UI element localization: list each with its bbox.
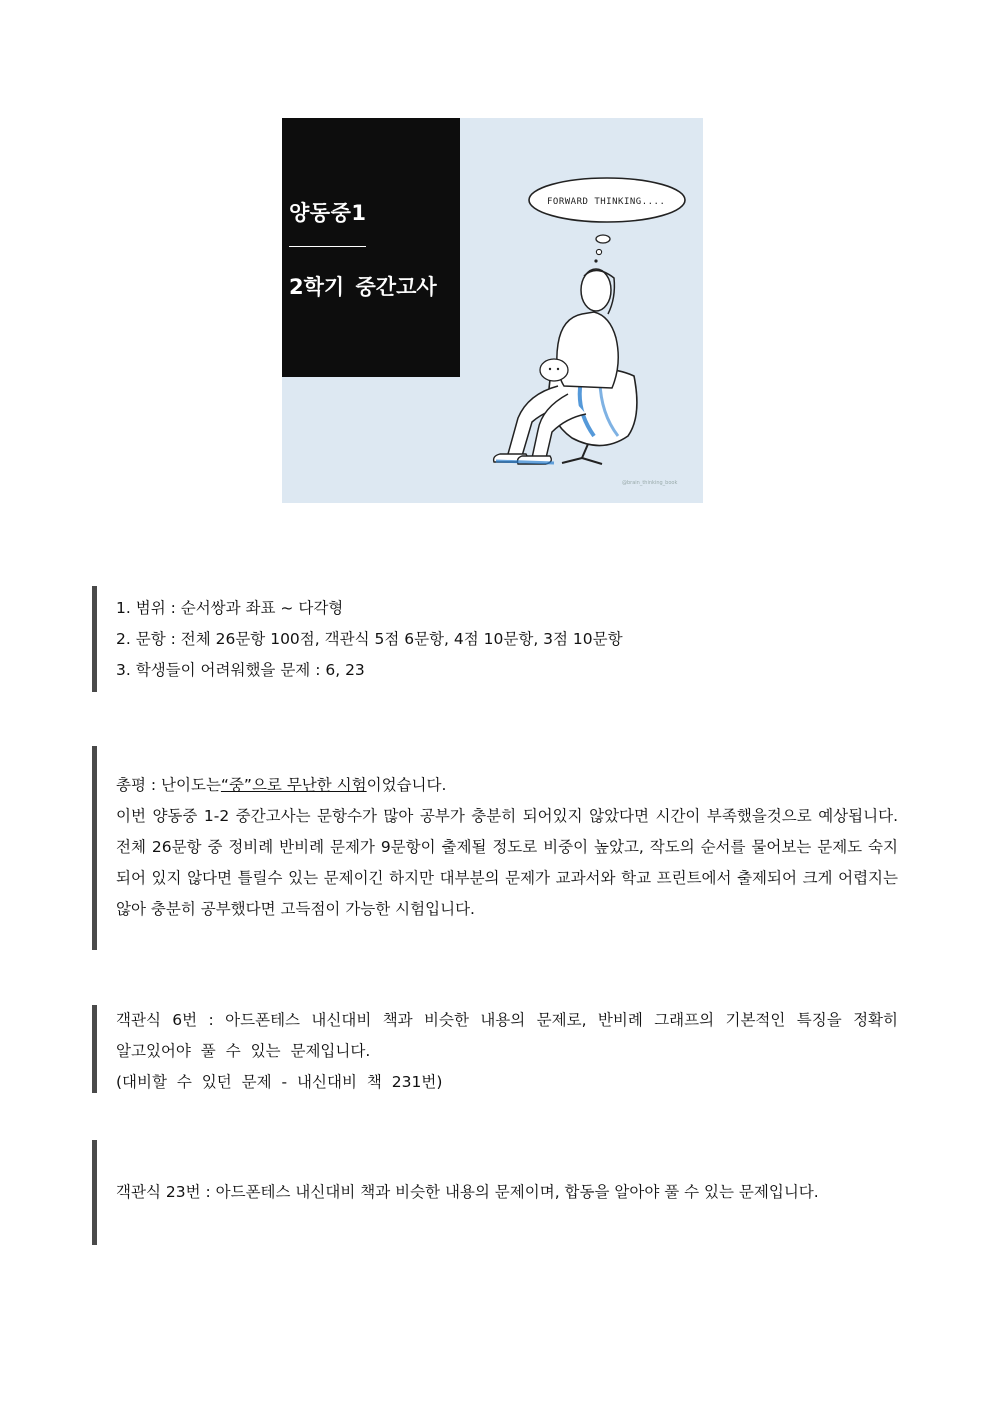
title-divider [289, 246, 366, 247]
review-body: 이번 양동중 1-2 중간고사는 문항수가 많아 공부가 충분히 되어있지 않았다면 시간이 부족했을것으로 예상됩니다. 전체 26문항 중 정비례 반비례 문제가 9문항이 출제될 정도로 비중이 높았고, 작도의 순서를 물어보는 문제도 숙지되어 있지 않다면 틀릴수 있는 문제이긴 하지만 대부분의 문제가 교과서와 학교 프린트에서 출제되어 크게 어렵지는 않아 충분히 공부했다면 고득점이 가능한 시험입니다. [116, 807, 898, 918]
thought-bubble-text: FORWARD THINKING.... [547, 197, 666, 207]
exam-summary-block [92, 586, 898, 692]
title-panel [282, 118, 460, 377]
question-6-note: (대비할 수 있던 문제 - 내신대비 책 231번) [116, 1073, 443, 1091]
review-lead-highlight: “중”으로 무난한 시험 [220, 776, 367, 794]
question-23-text: 객관식 23번 : 아드폰테스 내신대비 책과 비슷한 내용의 문제이며, 합동을 알아야 풀 수 있는 문제입니다. [116, 1183, 819, 1201]
exam-title: 2학기 중간고사 [289, 275, 437, 299]
question-6-block [92, 1005, 898, 1093]
school-title: 양동중1 [289, 201, 367, 225]
question-6-text: 객관식 6번 : 아드폰테스 내신대비 책과 비슷한 내용의 문제로, 반비례 그래프의 기본적인 특징을 정확히 알고있어야 풀 수 있는 문제입니다. [116, 1011, 898, 1060]
review-lead [116, 770, 898, 801]
summary-questions: 2. 문항 : 전체 26문항 100점, 객관식 5점 6문항, 4점 10문항, 3점 10문항 [116, 630, 623, 648]
review-lead-suffix: 이었습니다. [366, 776, 447, 794]
illustration-signature: @brain_thinking_book [622, 480, 678, 486]
review-block [92, 746, 898, 950]
summary-range: 1. 범위 : 순서쌍과 좌표 ~ 다각형 [116, 599, 344, 617]
review-lead-prefix: 총평 : 난이도는 [116, 776, 221, 794]
question-23-block [92, 1140, 898, 1245]
hero-image [282, 118, 703, 503]
summary-difficult: 3. 학생들이 어려워했을 문제 : 6, 23 [116, 661, 365, 679]
